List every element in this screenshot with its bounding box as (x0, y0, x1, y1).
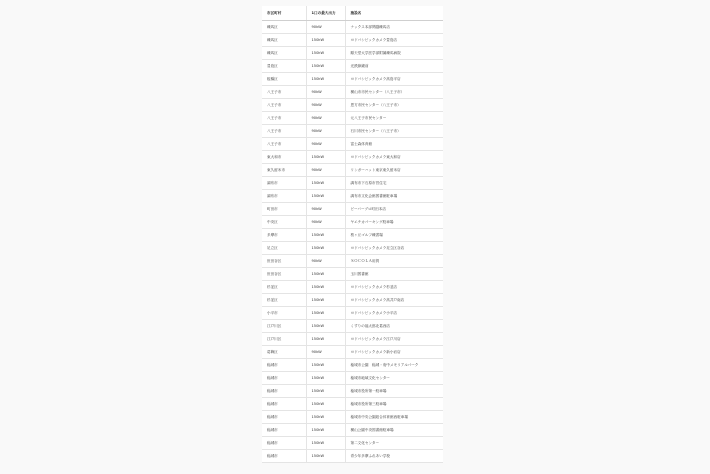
table-row (262, 73, 443, 86)
cell-max-output: 90kW (306, 99, 345, 112)
table-row (262, 138, 443, 151)
cell-max-output: 90kW (306, 216, 345, 229)
cell-max-output: 150kW (306, 60, 345, 73)
cell-municipality: 稲城市 (262, 450, 306, 463)
cell-facility-name: 玉川図書館 (345, 268, 443, 281)
cell-municipality: 足立区 (262, 242, 306, 255)
cell-max-output: 90kW (306, 21, 345, 34)
cell-municipality: 八王子市 (262, 99, 306, 112)
table-row (262, 164, 443, 177)
cell-facility-name: ヨドバシビックカメラ新小岩店 (345, 346, 443, 359)
cell-facility-name: くすりの福太郎北葛西店 (345, 320, 443, 333)
cell-facility-name: 光鉄線鏡前 (345, 60, 443, 73)
table-row (262, 203, 443, 216)
cell-facility-name: 稲城市中央公園総合体育館西駐車場 (345, 411, 443, 424)
table-row (262, 34, 443, 47)
cell-facility-name: 恩方市民センター（八王子市） (345, 99, 443, 112)
table-row (262, 125, 443, 138)
table-row (262, 151, 443, 164)
cell-max-output: 90kW (306, 86, 345, 99)
cell-facility-name: ヨドバシビックカメラ高島平店 (345, 73, 443, 86)
charging-station-table (262, 6, 443, 463)
cell-municipality: 東久留米市 (262, 164, 306, 177)
cell-facility-name: 順天堂大学医学部附属練馬病院 (345, 47, 443, 60)
cell-facility-name: リンガーハット東京東久留米店 (345, 164, 443, 177)
cell-municipality: 八王子市 (262, 125, 306, 138)
cell-facility-name: ナックス本部関越練馬店 (345, 21, 443, 34)
cell-municipality: 調布市 (262, 190, 306, 203)
table-row (262, 255, 443, 268)
cell-facility-name: 稲城市役所第三駐車場 (345, 398, 443, 411)
table-row (262, 242, 443, 255)
table-row (262, 112, 443, 125)
cell-municipality: 稲城市 (262, 398, 306, 411)
cell-facility-name: 稲城市公園 稲城・府中メモリアルパーク (345, 359, 443, 372)
cell-max-output: 150kW (306, 385, 345, 398)
cell-max-output: 150kW (306, 450, 345, 463)
cell-max-output: 150kW (306, 34, 345, 47)
table-row (262, 281, 443, 294)
table-row (262, 190, 443, 203)
table-row (262, 320, 443, 333)
cell-max-output: 90kW (306, 125, 345, 138)
table-body (262, 21, 443, 463)
cell-municipality: 稲城市 (262, 359, 306, 372)
cell-municipality: 板橋区 (262, 73, 306, 86)
cell-max-output: 150kW (306, 268, 345, 281)
cell-facility-name: ヤエチカパーキング駐車場 (345, 216, 443, 229)
cell-facility-name: 調布市下石原市営住宅 (345, 177, 443, 190)
cell-max-output: 150kW (306, 398, 345, 411)
table-row (262, 411, 443, 424)
cell-facility-name: ヨドバシビックカメラ足立区谷店 (345, 242, 443, 255)
cell-municipality: 練馬区 (262, 34, 306, 47)
cell-max-output: 150kW (306, 73, 345, 86)
table-row (262, 47, 443, 60)
cell-facility-name: 富士森体育館 (345, 138, 443, 151)
table-row (262, 385, 443, 398)
cell-municipality: 杉並区 (262, 281, 306, 294)
cell-facility-name: 桜ヶ丘ゴルフ練習場 (345, 229, 443, 242)
cell-max-output: 150kW (306, 320, 345, 333)
table-row (262, 229, 443, 242)
cell-max-output: 90kW (306, 203, 345, 216)
cell-max-output: 90kW (306, 346, 345, 359)
cell-facility-name: 調布市文化会館図書館駐車場 (345, 190, 443, 203)
cell-facility-name: ヨドバシビックカメラ杉並店 (345, 281, 443, 294)
table-row (262, 398, 443, 411)
cell-max-output: 150kW (306, 294, 345, 307)
cell-municipality: 東大和市 (262, 151, 306, 164)
table-header-row (262, 6, 443, 21)
header-max-output: 1口の最大出力 (306, 6, 345, 21)
cell-max-output: 150kW (306, 411, 345, 424)
cell-facility-name: ヨドバシビックカメラ東大和店 (345, 151, 443, 164)
cell-municipality: 杉並区 (262, 294, 306, 307)
cell-municipality: 八王子市 (262, 138, 306, 151)
cell-max-output: 150kW (306, 437, 345, 450)
cell-max-output: 150kW (306, 333, 345, 346)
cell-facility-name: ビーバーブロ町田本店 (345, 203, 443, 216)
table-row (262, 450, 443, 463)
table-row (262, 307, 443, 320)
cell-facility-name: ヨドバシビックカメラ小平店 (345, 307, 443, 320)
cell-municipality: 八王子市 (262, 112, 306, 125)
cell-facility-name: ヨドバシビックカメラ江戸川店 (345, 333, 443, 346)
cell-municipality: 稲城市 (262, 372, 306, 385)
cell-municipality: 中央区 (262, 216, 306, 229)
cell-municipality: 江戸川区 (262, 320, 306, 333)
table-row (262, 60, 443, 73)
cell-municipality: 町田市 (262, 203, 306, 216)
cell-max-output: 150kW (306, 151, 345, 164)
cell-municipality: 江戸川区 (262, 333, 306, 346)
cell-facility-name: 稲城市地域文化センター (345, 372, 443, 385)
cell-municipality: 豊島区 (262, 60, 306, 73)
cell-municipality: 八王子市 (262, 86, 306, 99)
cell-max-output: 150kW (306, 281, 345, 294)
table-row (262, 294, 443, 307)
cell-max-output: 150kW (306, 424, 345, 437)
cell-municipality: 多摩市 (262, 229, 306, 242)
cell-facility-name: 横山公園中央図書館駐車場 (345, 424, 443, 437)
table-row (262, 216, 443, 229)
cell-facility-name: 横山市市民センター（八王子市） (345, 86, 443, 99)
cell-facility-name: 元八王子市民センター (345, 112, 443, 125)
cell-municipality: 葛飾区 (262, 346, 306, 359)
table-row (262, 359, 443, 372)
header-facility-name: 施設名 (345, 6, 443, 21)
cell-max-output: 150kW (306, 359, 345, 372)
cell-max-output: 90kW (306, 164, 345, 177)
table-row (262, 424, 443, 437)
table-row (262, 21, 443, 34)
cell-municipality: 稲城市 (262, 424, 306, 437)
table-row (262, 333, 443, 346)
table-row (262, 177, 443, 190)
cell-municipality: 稲城市 (262, 411, 306, 424)
cell-facility-name: 青少年多摩ふれあい学校 (345, 450, 443, 463)
cell-municipality: 稲城市 (262, 385, 306, 398)
cell-facility-name: ＳＯＣＯＬＡ用賀 (345, 255, 443, 268)
cell-max-output: 150kW (306, 229, 345, 242)
cell-max-output: 150kW (306, 190, 345, 203)
cell-max-output: 90kW (306, 255, 345, 268)
header-municipality: 市区町村 (262, 6, 306, 21)
cell-facility-name: ヨドバシビックカメラ高井戸南店 (345, 294, 443, 307)
cell-municipality: 世田谷区 (262, 268, 306, 281)
cell-max-output: 90kW (306, 112, 345, 125)
cell-municipality: 調布市 (262, 177, 306, 190)
table-row (262, 437, 443, 450)
cell-facility-name: 稲城市役所第一駐車場 (345, 385, 443, 398)
cell-facility-name: 石川市民センター（八王子市） (345, 125, 443, 138)
cell-max-output: 150kW (306, 47, 345, 60)
cell-municipality: 練馬区 (262, 47, 306, 60)
cell-max-output: 150kW (306, 177, 345, 190)
table-row (262, 86, 443, 99)
cell-max-output: 150kW (306, 372, 345, 385)
cell-municipality: 世田谷区 (262, 255, 306, 268)
table-row (262, 268, 443, 281)
cell-municipality: 小平市 (262, 307, 306, 320)
cell-max-output: 90kW (306, 138, 345, 151)
cell-facility-name: ヨドバシビックカメラ豊島店 (345, 34, 443, 47)
cell-max-output: 150kW (306, 307, 345, 320)
cell-municipality: 稲城市 (262, 437, 306, 450)
table-row (262, 372, 443, 385)
table-row (262, 99, 443, 112)
cell-municipality: 練馬区 (262, 21, 306, 34)
table-row (262, 346, 443, 359)
cell-facility-name: 第二文化センター (345, 437, 443, 450)
station-table (262, 6, 443, 463)
cell-max-output: 150kW (306, 242, 345, 255)
